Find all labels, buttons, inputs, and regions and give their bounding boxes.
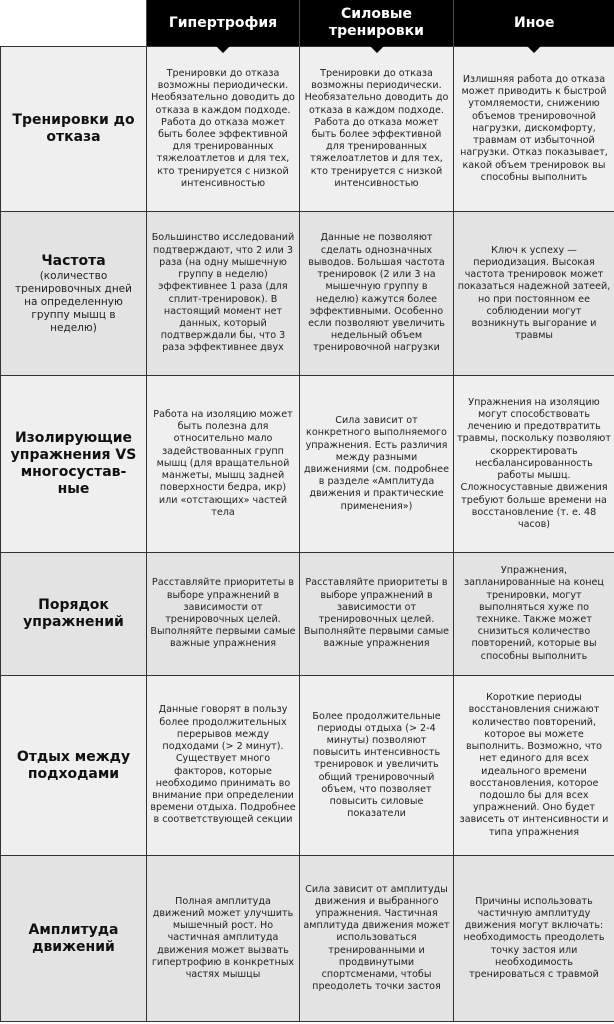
table-cell: Данные не позволяют сделать однозначных выводов. Большая частота тренировок (2 или 3 на мышечную группу в неделю) кажутся более эффективными. Особенно если позволяют увеличить недельный объем тренировочной нагрузки [300,212,454,376]
row-subtitle: (количество тренировочных дней на определенную группу мышц в неделю) [15,269,132,334]
table-cell: Причины использовать частичную амплитуду движения могут включать: необходимость преодолеть точку застоя или необходимость тренироваться с травмой [454,856,614,1022]
table-cell: Сила зависит от амплитуды движения и выбранного упражнения. Частичная амплитуда движения может использоваться тренированными и продвинутыми спортсменами, чтобы преодолеть точки застоя [300,856,454,1022]
table-cell: Тренировки до отказа возможны периодически. Необязательно доводить до отказа в каждом подходе. Работа до отказа может быть более эффективной для тренированных тяжелоатлетов и для тех, кто тренируется с низкой интенсивностью [147,47,300,212]
row-header [1,47,147,212]
row-title: Изолирующие упражнения VS многосустав-ные [10,430,137,497]
column-header-strength [300,0,454,47]
column-header-label: Иное [513,14,555,31]
row-title: Частота [41,252,106,269]
row-header [1,856,147,1022]
corner-cell [1,0,147,47]
table-cell: Короткие периоды восстановления снижают количество повторений, которое вы можете выполнить. Возможно, что нет единого для всех идеального времени восстановления, которое подошло бы для всех упражнений. Оно будет зависеть от интенсивности и типа упражнения [454,676,614,856]
table-cell: Упражнения на изоляцию могут способствовать лечению и предотвратить травмы, поскольку позволяют скорректировать несбалансированность работы мышц. Сложносуставные движения требуют больше времени на восстановление (т. е. 48 часов) [454,376,614,553]
column-header-hypertrophy [147,0,300,47]
table-row-range-of-motion [1,856,614,1022]
table-cell: Излишняя работа до отказа может приводить к быстрой утомляемости, снижению объемов тренировочной нагрузки, дискомфорту, травмам от избыточной нагрузки. Отказ показывает, какой объем тренировок вы способны выполнить [454,47,614,212]
row-header [1,212,147,376]
table-row-order [1,553,614,676]
pointer-triangle-icon [370,46,384,53]
table-cell: Работа на изоляцию может быть полезна для относительно мало задействованных групп мышц (для вращательной манжеты, мышц задней поверхности бедра, икр) или «отстающих» частей тела [147,376,300,553]
pointer-triangle-icon [216,46,230,53]
table-row-isolation [1,376,614,553]
table-row-rest [1,676,614,856]
row-title: Порядок упражнений [23,597,124,630]
row-title: Амплитуда движений [28,921,119,955]
row-header [1,376,147,553]
header-row [1,0,614,47]
column-header-label: Гипертрофия [168,14,278,31]
table-cell: Более продолжительные периоды отдыха (> 2-4 минуты) позволяют повысить интенсивность тренировок и увеличить общий тренировочный объем, что позволяет повысить силовые показатели [300,676,454,856]
table-cell: Тренировки до отказа возможны периодически. Необязательно доводить до отказа в каждом подходе. Работа до отказа может быть более эффективной для тренированных тяжелоатлетов и для тех, кто тренируется с низкой интенсивностью [300,47,454,212]
row-title: Тренировки до отказа [12,112,135,145]
table-cell: Сила зависит от конкретного выполняемого упражнения. Есть различия между разными движениями (см. подробнее в разделе «Амплитуда движения и практические применения») [300,376,454,553]
column-header-other [454,0,614,47]
row-title: Отдых между подходами [16,748,131,782]
table-cell: Упражнения, запланированные на конец тренировки, могут выполняться хуже по технике. Также может снизиться количество повторений, которые вы способны выполнить [454,553,614,676]
table-cell: Большинство исследований подтверждают, что 2 или 3 раза (на одну мышечную группу в неделю) эффективнее 1 раза (для сплит-тренировок). В настоящий момент нет данных, который подтверждали бы, что 3 раза эффективнее двух [147,212,300,376]
table-cell: Полная амплитуда движений может улучшить мышечный рост. Но частичная амплитуда движения может вызвать гипертрофию в конкретных частях мышцы [147,856,300,1022]
row-header [1,553,147,676]
table-cell: Данные говорят в пользу более продолжительных перерывов между подходами (> 2 минут). Существует много факторов, которые необходимо принимать во внимание при определении времени отдыха. Подробнее в соответствующей секции [147,676,300,856]
row-header [1,676,147,856]
pointer-triangle-icon [527,46,541,53]
table-cell: Расставляйте приоритеты в выборе упражнений в зависимости от тренировочных целей. Выполняйте первыми самые важные упражнения [147,553,300,676]
table-row-failure [1,47,614,212]
table-row-frequency [1,212,614,376]
table-cell: Ключ к успеху — периодизация. Высокая частота тренировок может показаться надежной затеей, но при постоянном ее соблюдении могут возникнуть выгорание и травмы [454,212,614,376]
column-header-label: Силовые тренировки [329,6,424,39]
table-cell: Расставляйте приоритеты в выборе упражнений в зависимости от тренировочных целей. Выполняйте первыми самые важные упражнения [300,553,454,676]
